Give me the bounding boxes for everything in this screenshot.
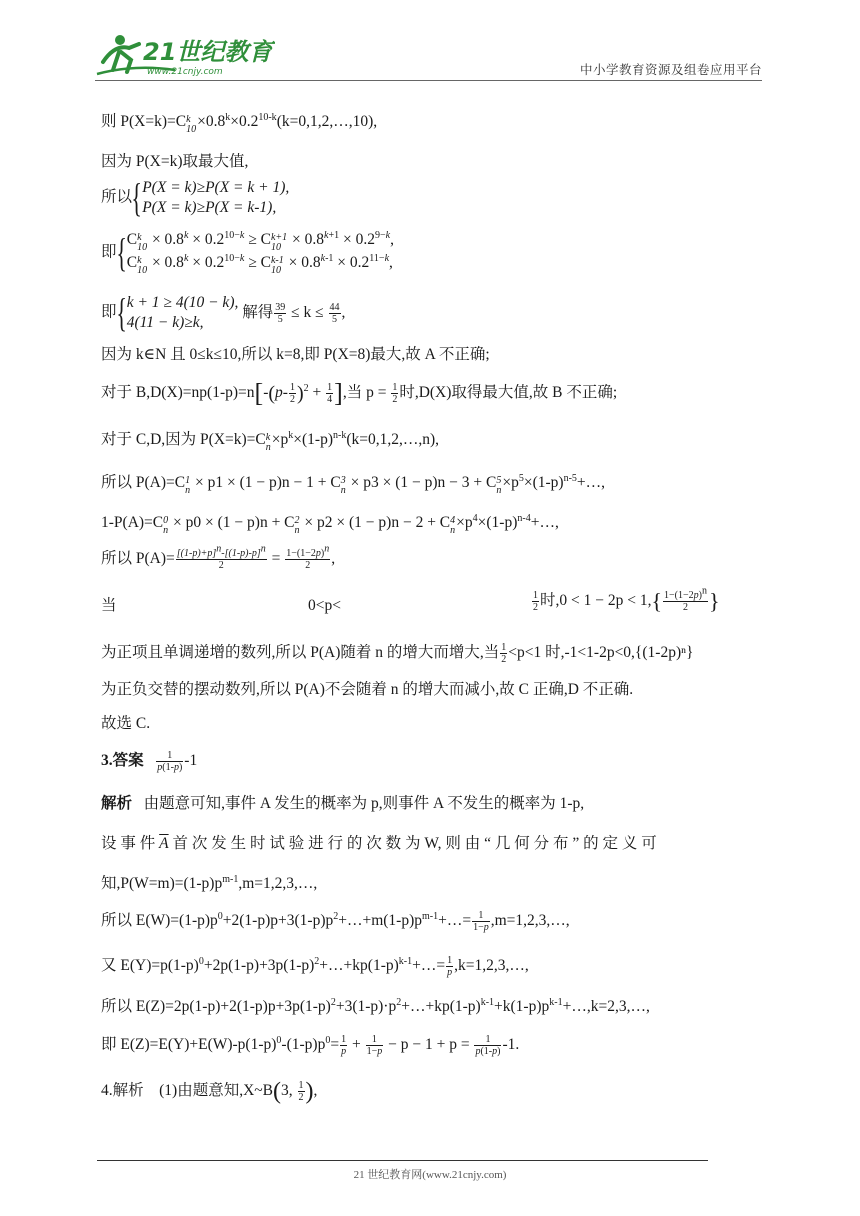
site-logo [95, 30, 275, 80]
logo-sub: www.21cnjy.com [147, 67, 223, 77]
footer-text: 21 世纪教育网(www.21cnjy.com) [353, 1169, 507, 1181]
line-8: 对于 C,D,因为 P(X=k)=C k n $\times p^k\times(1-p)^{n-k}(k=0,1,2,\dots,n)$, [101, 429, 440, 453]
line-2: 因为 P(X=k)取最大值, [101, 153, 249, 170]
line-16-answer-3: 3.答案 $\frac{1}{p(1-p)}$ -1 [101, 750, 198, 773]
line-17: 解析 由题意可知,事件 A 发生的概率为 p,则事件 A 不发生的概率为 1-p, [101, 795, 585, 812]
line-18: 设 事 件 $\overline{A}$ 首 次 发 生 时 试 验 进 行 的 次 数 为 W, 则 由 “ 几 何 分 布 ” 的 定 义 可 [101, 835, 657, 852]
line-10: 1-P(A)=C 0 n × p0 × (1 − p)n + C 2 n × p2 × (1 − p)n − 2 + C 4 n $\times p^4\times(1-p)^{n-4}+\dots$, [101, 512, 559, 536]
line-22: 所以 $E(Z)=2p(1-p)+2(1-p)p+3p(1-p)^2+3(1-p)\cdot p^2+\dots+kp(1-p)^{k-1}+k(1-p)p^{k-1}+\dots,k=2,3,\dots$, [101, 996, 650, 1015]
line-3-system: 所以{ P(X = k)≥P(X = k + 1), P(X = k)≥P(X = k-1), [101, 175, 290, 220]
line-19: 知$,P(W=m)=(1-p)p^{m-1},m=1,2,3,\dots$, [101, 873, 318, 892]
footer-divider [97, 1160, 708, 1161]
line-21: 又 $E(Y)=p(1-p)^0+2p(1-p)+3p(1-p)^2+\dots+kp(1-p)^{k-1}+\dots=$ $\frac{1}{p}$ ,k=1,2,3,…, [101, 955, 529, 978]
line-13: 为正项且单调递增的数列,所以 P(A)随着 n 的增大而增大,当 $\frac{1}{2}$ <p<1 时,-1<1-2p<0,{(1-2p)ⁿ} [101, 642, 694, 665]
line-6: 因为 k∈N 且 0≤k≤10,所以 k=8,即 P(X=8)最大,故 A 不正确; [101, 346, 490, 363]
line-1: 则 P(X=k)=C k 10 $\times 0.8^k\times 0.2^{10-k}(k=0,1,2,\dots,10)$, [101, 111, 378, 135]
line-7: 对于 B,D(X)=np(1-p)=n[-(p- $\frac{1}{2}$ )$^2$ + $\frac{1}{4}$ ],当 p = $\frac{1}{2}$ 时,D(X)取得最大值,故 B 不正确; [101, 378, 618, 408]
line-20: 所以 $E(W)=(1-p)p^0+2(1-p)p+3(1-p)p^2+\dots+m(1-p)p^{m-1}+\dots=$ $\frac{1}{1-p}$ ,m=1,2,3,…, [101, 910, 570, 933]
line-12: 当 0<p< $\frac{1}{2}$ 时,0 < 1 − 2p < 1,{ $\frac{1-(1-2p)^n}{2}$ } [101, 585, 720, 614]
line-24: 4.解析 (1)由题意知,X~B(3, $\frac{1}{2}$ ), [101, 1078, 318, 1105]
line-4-system: 即{ C k 10 × $0.8^k \times 0.2^{10-k} \ge C$ k+1 10 × $0.8^{k+1} \times 0.2^{9-k}$, C k 10 × $0.8^k \times 0.2^{10-k} \ge C$ k-1 10 × $0.8^{k-1} \times 0.2^{11-k}$, [101, 229, 394, 276]
header-divider [95, 80, 762, 81]
line-23: 即 $E(Z)=E(Y)+E(W)-p(1-p)^0-(1-p)p^0=$ $\frac{1}{p}$ + $\frac{1}{1-p}$ − p − 1 + p = $\frac{1}{p(1-p)}$ -1. [101, 1034, 520, 1057]
line-14: 为正负交替的摆动数列,所以 P(A)不会随着 n 的增大而减小,故 C 正确,D 不正确. [101, 681, 634, 698]
line-9: 所以 P(A)=C 1 n × p1 × (1 − p)n − 1 + C 3 n × p3 × (1 − p)n − 3 + C 5 n $\times p^5\times(1-p)^{n-5}+\dots$, [101, 472, 606, 496]
line-11: 所以 P(A)= $\frac{[(1-p)+p]^n-[(1-p)-p]^n}{2}$ = $\frac{1-(1-2p)^n}{2}$ , [101, 543, 336, 571]
line-5-system: 即{ k + 1 ≥ 4(10 − k), 4(11 − k)≥k, 解得 $\frac{39}{5}$ ≤ k ≤ $\frac{44}{5}$ , [101, 290, 346, 335]
header-platform-text: 中小学教育资源及组卷应用平台 [579, 62, 762, 77]
line-15: 故选 C. [101, 715, 151, 732]
logo-text: 21世纪教育 [143, 38, 273, 66]
